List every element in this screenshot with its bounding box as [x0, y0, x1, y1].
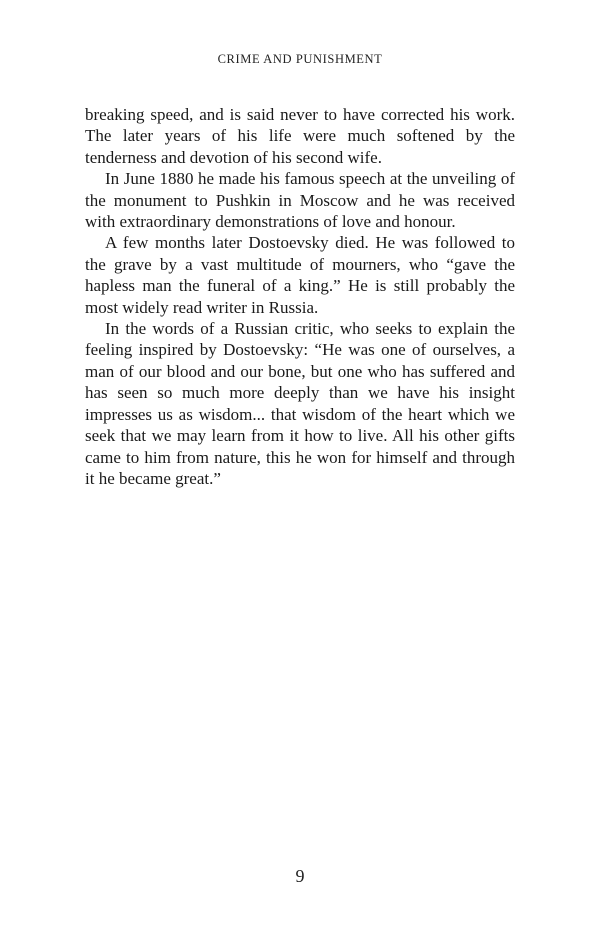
paragraph-death: A few months later Dostoevsky died. He was followed to the grave by a vast multitude of mourners, who “gave the hapless man the funeral of a king.” He is still probably the most widely read writer in Russia. [85, 233, 515, 317]
page-number: 9 [295, 866, 305, 886]
paragraph-pushkin-speech: In June 1880 he made his famous speech at the unveiling of the monument to Pushkin in Moscow and he was received with extraordinary demonstrations of love and honour. [85, 169, 515, 232]
paragraph-continuation: breaking speed, and is said never to have corrected his work. The later years of his life were much softened by the tenderness and devotion of his second wife. [85, 105, 515, 167]
running-head-title: CRIME AND PUNISHMENT [217, 52, 383, 66]
paragraph-critic-quote: In the words of a Russian critic, who seeks to explain the feeling inspired by Dostoevsky: “He was one of ourselves, a man of our blood and our bone, but one who has suffered and has seen so much more deeply than we have his insight impresses us as wisdom... that wisdom of the heart which we seek that we may learn from it how to live. All his other gifts came to him from nature, this he won for himself and through it he became great.” [85, 319, 515, 488]
body-text [85, 104, 515, 489]
